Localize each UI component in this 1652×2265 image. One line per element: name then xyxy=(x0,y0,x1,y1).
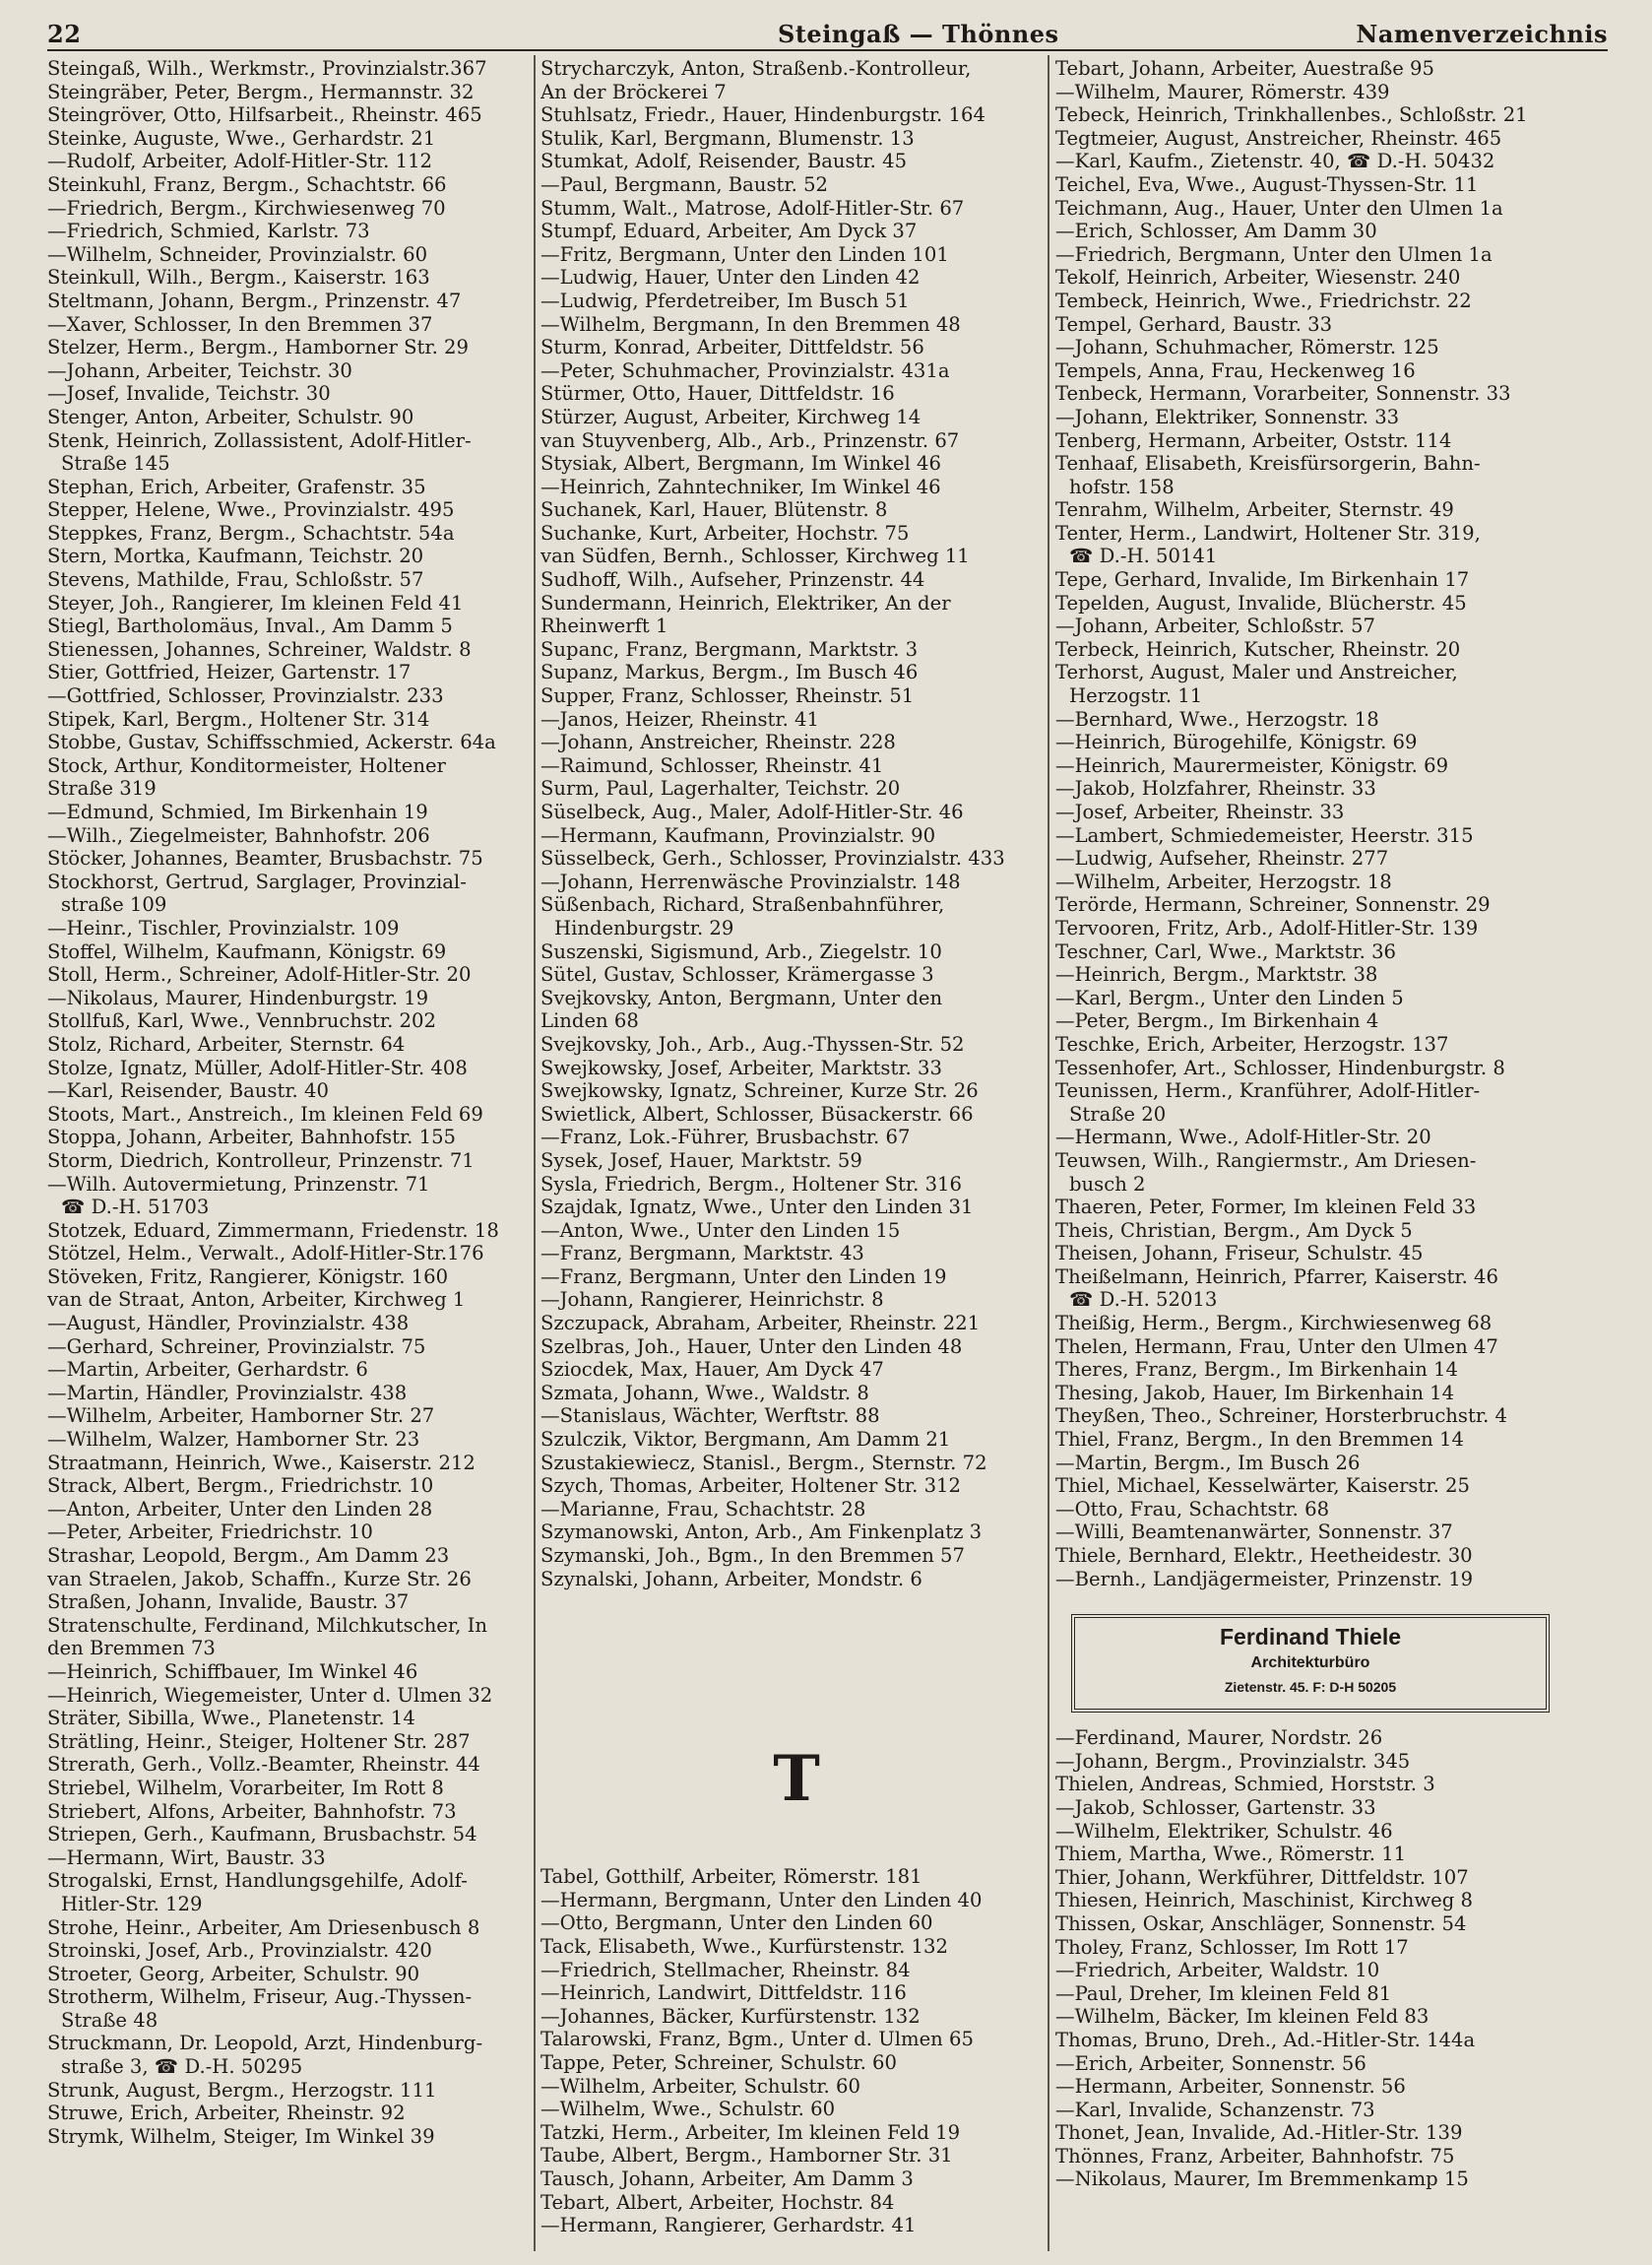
directory-entry: Szelbras, Joh., Hauer, Unter den Linden 48 xyxy=(540,1334,963,1358)
ad-address: Zietenstr. 45. F: D-H 50205 xyxy=(1224,1679,1397,1696)
directory-entry: —Gerhard, Schreiner, Provinzialstr. 75 xyxy=(47,1334,426,1358)
directory-entry: Tenbeck, Hermann, Vorarbeiter, Sonnenstr. 33 xyxy=(1055,382,1511,406)
directory-entry: Thönnes, Franz, Arbeiter, Bahnhofstr. 75 xyxy=(1055,2144,1455,2168)
directory-entry: —Jakob, Holzfahrer, Rheinstr. 33 xyxy=(1055,777,1376,801)
directory-entry: —Paul, Bergmann, Baustr. 52 xyxy=(540,172,829,196)
directory-entry: —Heinrich, Maurermeister, Königstr. 69 xyxy=(1055,753,1449,777)
directory-entry: —Peter, Arbeiter, Friedrichstr. 10 xyxy=(47,1521,373,1544)
directory-entry: —Anton, Wwe., Unter den Linden 15 xyxy=(540,1218,901,1242)
directory-entry: Straße 20 xyxy=(1069,1102,1167,1126)
directory-entry: Svejkovsky, Anton, Bergmann, Unter den xyxy=(540,986,943,1009)
directory-entry: Stürmer, Otto, Hauer, Dittfeldstr. 16 xyxy=(540,382,895,406)
directory-entry: —Wilhelm, Schneider, Provinzialstr. 60 xyxy=(47,242,428,266)
directory-entry: —Ferdinand, Maurer, Nordstr. 26 xyxy=(1055,1726,1383,1750)
directory-entry: Supanc, Franz, Bergmann, Marktstr. 3 xyxy=(540,637,919,661)
directory-entry: —Franz, Lok.-Führer, Brusbachstr. 67 xyxy=(540,1126,911,1149)
directory-entry: Thiele, Bernhard, Elektr., Heetheidestr. 30 xyxy=(1055,1544,1473,1567)
page-number: 22 xyxy=(47,20,82,48)
directory-entry: Thomas, Bruno, Dreh., Ad.-Hitler-Str. 144a xyxy=(1055,2028,1476,2051)
directory-entry: Struwe, Erich, Arbeiter, Rheinstr. 92 xyxy=(47,2102,406,2125)
directory-entry: Tembeck, Heinrich, Wwe., Friedrichstr. 22 xyxy=(1055,289,1472,312)
directory-entry: Süselbeck, Aug., Maler, Adolf-Hitler-Str. 46 xyxy=(540,801,964,823)
directory-entry: —Peter, Schuhmacher, Provinzialstr. 431a xyxy=(540,358,950,382)
directory-entry: —Nikolaus, Maurer, Im Bremmenkamp 15 xyxy=(1055,2168,1469,2191)
column-2 xyxy=(540,57,1052,2237)
ad-name: Ferdinand Thiele xyxy=(1219,1624,1402,1650)
directory-entry: Terbeck, Heinrich, Kutscher, Rheinstr. 20 xyxy=(1055,637,1461,661)
directory-entry: Stienessen, Johannes, Schreiner, Waldstr. 8 xyxy=(47,637,472,661)
directory-entry: Sudhoff, Wilh., Aufseher, Prinzenstr. 44 xyxy=(540,568,925,592)
directory-entry: —Wilhelm, Maurer, Römerstr. 439 xyxy=(1055,80,1390,103)
directory-entry: —Wilhelm, Arbeiter, Schulstr. 60 xyxy=(540,2074,860,2098)
directory-entry: —Heinr., Tischler, Provinzialstr. 109 xyxy=(47,916,400,939)
directory-entry: Stolze, Ignatz, Müller, Adolf-Hitler-Str. 408 xyxy=(47,1056,468,1079)
directory-entry: —Edmund, Schmied, Im Birkenhain 19 xyxy=(47,801,428,823)
directory-entry: Szych, Thomas, Arbeiter, Holtener Str. 312 xyxy=(540,1474,961,1498)
directory-entry: Straße 319 xyxy=(47,777,157,801)
directory-entry: —Erich, Arbeiter, Sonnenstr. 56 xyxy=(1055,2051,1366,2075)
directory-entry: —Wilh., Ziegelmeister, Bahnhofstr. 206 xyxy=(47,823,430,847)
directory-entry: —Fritz, Bergmann, Unter den Linden 101 xyxy=(540,242,949,266)
directory-entry: van Südfen, Bernh., Schlosser, Kirchweg 11 xyxy=(540,545,970,568)
page-title: Steingaß — Thönnes xyxy=(778,20,1059,48)
directory-entry: Szustakiewiecz, Stanisl., Bergm., Sternstr. 72 xyxy=(540,1451,987,1474)
directory-entry: Süsselbeck, Gerh., Schlosser, Provinzialstr. 433 xyxy=(540,847,1005,871)
directory-entry: Stratenschulte, Ferdinand, Milchkutscher, In xyxy=(47,1613,487,1637)
directory-entry: Stürzer, August, Arbeiter, Kirchweg 14 xyxy=(540,405,921,428)
ad-subtitle: Architekturbüro xyxy=(1250,1653,1370,1671)
directory-entry: Stöveken, Fritz, Rangierer, Königstr. 160 xyxy=(47,1264,449,1288)
directory-entry: Tack, Elisabeth, Wwe., Kurfürstenstr. 132 xyxy=(540,1934,948,1958)
directory-entry: Tebart, Albert, Arbeiter, Hochstr. 84 xyxy=(540,2190,895,2214)
directory-entry: —Willi, Beamtenanwärter, Sonnenstr. 37 xyxy=(1055,1521,1453,1544)
directory-entry: Stepper, Helene, Wwe., Provinzialstr. 495 xyxy=(47,498,455,522)
directory-entry: Sütel, Gustav, Schlosser, Krämergasse 3 xyxy=(540,963,934,987)
directory-entry: Strunk, August, Bergm., Herzogstr. 111 xyxy=(47,2078,437,2102)
directory-entry: Teuwsen, Wilh., Rangiermstr., Am Driesen- xyxy=(1055,1148,1477,1172)
directory-entry: Strycharczyk, Anton, Straßenb.-Kontrolleur, xyxy=(540,57,972,80)
directory-entry: Thonet, Jean, Invalide, Ad.-Hitler-Str. 139 xyxy=(1055,2121,1463,2145)
directory-entry: Tepe, Gerhard, Invalide, Im Birkenhain 17 xyxy=(1055,568,1470,592)
directory-entry: Straatmann, Heinrich, Wwe., Kaiserstr. 212 xyxy=(47,1451,476,1474)
directory-entry: Supanz, Markus, Bergm., Im Busch 46 xyxy=(540,661,919,684)
directory-entry: Hindenburgstr. 29 xyxy=(554,916,734,939)
directory-entry: Strerath, Gerh., Vollz.-Beamter, Rheinstr. 44 xyxy=(47,1753,480,1777)
directory-entry: Stiegl, Bartholomäus, Inval., Am Damm 5 xyxy=(47,615,453,638)
directory-entry: —Johann, Rangierer, Heinrichstr. 8 xyxy=(540,1288,884,1312)
directory-entry: Teichel, Eva, Wwe., August-Thyssen-Str. 11 xyxy=(1055,172,1479,196)
directory-entry: —Wilhelm, Bäcker, Im kleinen Feld 83 xyxy=(1055,2005,1430,2029)
directory-entry: Straße 145 xyxy=(61,452,170,476)
directory-entry: Tholey, Franz, Schlosser, Im Rott 17 xyxy=(1055,1935,1409,1959)
directory-entry: Storm, Diedrich, Kontrolleur, Prinzenstr. 71 xyxy=(47,1148,475,1172)
directory-entry: —Johann, Herrenwäsche Provinzialstr. 148 xyxy=(540,870,961,893)
directory-entry: Stern, Mortka, Kaufmann, Teichstr. 20 xyxy=(47,545,424,568)
directory-entry: —August, Händler, Provinzialstr. 438 xyxy=(47,1312,410,1335)
directory-entry: Thesing, Jakob, Hauer, Im Birkenhain 14 xyxy=(1055,1381,1455,1404)
directory-entry: Strashar, Leopold, Bergm., Am Damm 23 xyxy=(47,1544,450,1567)
directory-entry: Steingaß, Wilh., Werkmstr., Provinzialstr.367 xyxy=(47,57,487,80)
directory-entry: Strymk, Wilhelm, Steiger, Im Winkel 39 xyxy=(47,2124,435,2148)
directory-entry: —Wilhelm, Elektriker, Schulstr. 46 xyxy=(1055,1819,1393,1843)
directory-entry: Thiem, Martha, Wwe., Römerstr. 11 xyxy=(1055,1843,1407,1866)
directory-entry: Szulczik, Viktor, Bergmann, Am Damm 21 xyxy=(540,1428,951,1452)
directory-entry: Thiel, Michael, Kesselwärter, Kaiserstr. 25 xyxy=(1055,1474,1470,1498)
directory-entry: Teschner, Carl, Wwe., Marktstr. 36 xyxy=(1055,939,1397,963)
directory-entry: Stolz, Richard, Arbeiter, Sternstr. 64 xyxy=(47,1032,406,1056)
directory-entry: Sysla, Friedrich, Bergm., Holtener Str. 316 xyxy=(540,1172,962,1196)
directory-entry: —Wilhelm, Wwe., Schulstr. 60 xyxy=(540,2098,836,2121)
directory-entry: Suszenski, Sigismund, Arb., Ziegelstr. 10 xyxy=(540,939,942,963)
directory-entry: ☎ D.-H. 52013 xyxy=(1069,1288,1218,1312)
directory-entry: van Straelen, Jakob, Schaffn., Kurze Str. 26 xyxy=(47,1567,472,1590)
section-letter: T xyxy=(773,1742,820,1817)
directory-entry: —Anton, Arbeiter, Unter den Linden 28 xyxy=(47,1497,433,1521)
directory-entry: —Hermann, Wwe., Adolf-Hitler-Str. 20 xyxy=(1055,1126,1431,1149)
directory-entry: —Josef, Arbeiter, Rheinstr. 33 xyxy=(1055,801,1345,823)
directory-entry: —Johann, Schuhmacher, Römerstr. 125 xyxy=(1055,336,1439,359)
directory-entry: Thiesen, Heinrich, Maschinist, Kirchweg 8 xyxy=(1055,1889,1473,1912)
directory-entry: Suchanke, Kurt, Arbeiter, Hochstr. 75 xyxy=(540,521,910,545)
directory-entry: —Gottfried, Schlosser, Provinzialstr. 233 xyxy=(47,684,444,708)
directory-entry: —Hermann, Wirt, Baustr. 33 xyxy=(47,1845,326,1869)
directory-entry: —Bernhard, Wwe., Herzogstr. 18 xyxy=(1055,707,1379,731)
directory-entry: Strohe, Heinr., Arbeiter, Am Driesenbusch 8 xyxy=(47,1915,480,1939)
directory-entry: ☎ D.-H. 51703 xyxy=(61,1196,210,1219)
directory-entry: busch 2 xyxy=(1069,1172,1146,1196)
directory-entry: Theisen, Johann, Friseur, Schulstr. 45 xyxy=(1055,1242,1424,1265)
directory-entry: Stumkat, Adolf, Reisender, Baustr. 45 xyxy=(540,150,908,173)
directory-entry: Striebel, Wilhelm, Vorarbeiter, Im Rott 8 xyxy=(47,1776,444,1799)
directory-entry: —Martin, Händler, Provinzialstr. 438 xyxy=(47,1381,408,1404)
page-header xyxy=(47,18,1608,53)
directory-entry: Stumm, Walt., Matrose, Adolf-Hitler-Str. 67 xyxy=(540,196,965,220)
directory-entry: —Rudolf, Arbeiter, Adolf-Hitler-Str. 112 xyxy=(47,150,433,173)
directory-entry: Tausch, Johann, Arbeiter, Am Damm 3 xyxy=(540,2167,914,2190)
directory-entry: Thielen, Andreas, Schmied, Horststr. 3 xyxy=(1055,1773,1435,1796)
directory-entry: Rheinwerft 1 xyxy=(540,615,668,638)
directory-entry: Svejkovsky, Joh., Arb., Aug.-Thyssen-Str. 52 xyxy=(540,1032,965,1056)
directory-entry: Tenter, Herm., Landwirt, Holtener Str. 319, xyxy=(1055,521,1481,545)
directory-entry: Terörde, Hermann, Schreiner, Sonnenstr. 29 xyxy=(1055,893,1491,917)
directory-entry: —Friedrich, Schmied, Karlstr. 73 xyxy=(47,220,370,243)
directory-entry: Tappe, Peter, Schreiner, Schulstr. 60 xyxy=(540,2050,897,2074)
directory-entry: Tepelden, August, Invalide, Blücherstr. 45 xyxy=(1055,591,1467,615)
directory-entry: Stevens, Mathilde, Frau, Schloßstr. 57 xyxy=(47,568,424,592)
directory-entry: Tabel, Gotthilf, Arbeiter, Römerstr. 181 xyxy=(540,1865,922,1889)
directory-entry: Stötzel, Helm., Verwalt., Adolf-Hitler-Str.176 xyxy=(47,1242,484,1265)
directory-entry: —Heinrich, Schiffbauer, Im Winkel 46 xyxy=(47,1659,418,1683)
directory-entry: Linden 68 xyxy=(540,1009,639,1033)
directory-entry: Szymanski, Joh., Bgm., In den Bremmen 57 xyxy=(540,1544,965,1567)
directory-entry: Stuhlsatz, Friedr., Hauer, Hindenburgstr. 164 xyxy=(540,103,985,127)
directory-entry: Swejkowsky, Josef, Arbeiter, Marktstr. 33 xyxy=(540,1056,942,1079)
directory-entry: Theres, Franz, Bergm., Im Birkenhain 14 xyxy=(1055,1358,1458,1382)
directory-entry: —Johann, Anstreicher, Rheinstr. 228 xyxy=(540,731,896,754)
directory-entry: Supper, Franz, Schlosser, Rheinstr. 51 xyxy=(540,684,915,708)
directory-entry: Szynalski, Johann, Arbeiter, Mondstr. 6 xyxy=(540,1567,922,1590)
directory-entry: Steltmann, Johann, Bergm., Prinzenstr. 47 xyxy=(47,289,462,312)
directory-entry: —Bernh., Landjägermeister, Prinzenstr. 19 xyxy=(1055,1567,1474,1590)
directory-entry: —Friedrich, Bergmann, Unter den Ulmen 1a xyxy=(1055,242,1493,266)
directory-entry: Teichmann, Aug., Hauer, Unter den Ulmen 1a xyxy=(1055,196,1503,220)
directory-entry: Stöcker, Johannes, Beamter, Brusbachstr. 75 xyxy=(47,847,483,871)
directory-entry: straße 3, ☎ D.-H. 50295 xyxy=(61,2055,303,2079)
directory-entry: Stollfuß, Karl, Wwe., Vennbruchstr. 202 xyxy=(47,1009,436,1033)
directory-entry: —Heinrich, Landwirt, Dittfeldstr. 116 xyxy=(540,1981,907,2005)
directory-entry: Sträter, Sibilla, Wwe., Planetenstr. 14 xyxy=(47,1707,415,1730)
directory-entry: Talarowski, Franz, Bgm., Unter d. Ulmen 65 xyxy=(540,2028,974,2051)
directory-entry: Stelzer, Herm., Bergm., Hamborner Str. 29 xyxy=(47,336,469,359)
directory-entry: Theißig, Herm., Bergm., Kirchwiesenweg 68 xyxy=(1055,1312,1493,1335)
directory-entry: —Karl, Kaufm., Zietenstr. 40, ☎ D.-H. 50432 xyxy=(1055,150,1495,173)
directory-entry: Sturm, Konrad, Arbeiter, Dittfeldstr. 56 xyxy=(540,336,924,359)
directory-entry: —Karl, Invalide, Schanzenstr. 73 xyxy=(1055,2098,1375,2121)
column-1 xyxy=(47,57,559,2148)
directory-entry: Struckmann, Dr. Leopold, Arzt, Hindenburg- xyxy=(47,2032,483,2055)
directory-entry: —Johann, Bergm., Provinzialstr. 345 xyxy=(1055,1749,1411,1773)
directory-entry: —Friedrich, Stellmacher, Rheinstr. 84 xyxy=(540,1958,911,1981)
directory-entry: Stroinski, Josef, Arb., Provinzialstr. 420 xyxy=(47,1939,432,1963)
directory-entry: Swietlick, Albert, Schlosser, Büsackerstr. 66 xyxy=(540,1102,974,1126)
directory-entry: —Johann, Arbeiter, Teichstr. 30 xyxy=(47,358,352,382)
directory-entry: Surm, Paul, Lagerhalter, Teichstr. 20 xyxy=(540,777,901,801)
directory-entry: Tebeck, Heinrich, Trinkhallenbes., Schloßstr. 21 xyxy=(1055,103,1528,127)
directory-entry: Tempel, Gerhard, Baustr. 33 xyxy=(1055,312,1333,336)
directory-entry: Theißelmann, Heinrich, Pfarrer, Kaiserstr. 46 xyxy=(1055,1264,1498,1288)
directory-entry: —Wilhelm, Walzer, Hamborner Str. 23 xyxy=(47,1428,420,1452)
directory-entry: —Erich, Schlosser, Am Damm 30 xyxy=(1055,220,1377,243)
directory-entry: den Bremmen 73 xyxy=(47,1637,216,1660)
directory-entry: Stoots, Mart., Anstreich., Im kleinen Feld 69 xyxy=(47,1102,483,1126)
directory-entry: van de Straat, Anton, Arbeiter, Kirchweg 1 xyxy=(47,1288,466,1312)
directory-entry: —Johann, Elektriker, Sonnenstr. 33 xyxy=(1055,405,1400,428)
directory-entry: Tenrahm, Wilhelm, Arbeiter, Sternstr. 49 xyxy=(1055,498,1454,522)
directory-entry: Theyßen, Theo., Schreiner, Horsterbruchstr. 4 xyxy=(1055,1404,1507,1428)
directory-entry: Tempels, Anna, Frau, Heckenweg 16 xyxy=(1055,358,1416,382)
directory-entry: —Hermann, Kaufmann, Provinzialstr. 90 xyxy=(540,823,936,847)
directory-entry: Steinkuhl, Franz, Bergm., Schachtstr. 66 xyxy=(47,172,447,196)
directory-entry: Strätling, Heinr., Steiger, Holtener Str. 287 xyxy=(47,1729,471,1753)
directory-entry: Stenk, Heinrich, Zollassistent, Adolf-Hitler- xyxy=(47,428,472,452)
directory-entry: Stier, Gottfried, Heizer, Gartenstr. 17 xyxy=(47,661,412,684)
directory-entry: —Stanislaus, Wächter, Werftstr. 88 xyxy=(540,1404,880,1428)
directory-entry: —Otto, Frau, Schachtstr. 68 xyxy=(1055,1497,1330,1521)
directory-entry: ☎ D.-H. 50141 xyxy=(1069,545,1218,568)
header-rule xyxy=(47,49,1608,51)
directory-entry: Taube, Albert, Bergm., Hamborner Str. 31 xyxy=(540,2144,953,2168)
directory-entry: Stephan, Erich, Arbeiter, Grafenstr. 35 xyxy=(47,475,426,498)
directory-entry: Süßenbach, Richard, Straßenbahnführer, xyxy=(540,893,945,917)
directory-entry: —Hermann, Bergmann, Unter den Linden 40 xyxy=(540,1888,983,1911)
directory-entry: van Stuyvenberg, Alb., Arb., Prinzenstr. 67 xyxy=(540,428,960,452)
directory-entry: Stumpf, Eduard, Arbeiter, Am Dyck 37 xyxy=(540,220,918,243)
directory-entry: —Nikolaus, Maurer, Hindenburgstr. 19 xyxy=(47,986,429,1009)
directory-entry: —Otto, Bergmann, Unter den Linden 60 xyxy=(540,1911,933,1935)
directory-entry: Sziocdek, Max, Hauer, Am Dyck 47 xyxy=(540,1358,884,1382)
directory-entry: Steyer, Joh., Rangierer, Im kleinen Feld 41 xyxy=(47,591,464,615)
directory-entry: Tekolf, Heinrich, Arbeiter, Wiesenstr. 240 xyxy=(1055,266,1461,290)
directory-entry: —Hermann, Rangierer, Gerhardstr. 41 xyxy=(540,2214,917,2237)
directory-entry: Tervooren, Fritz, Arb., Adolf-Hitler-Str. 139 xyxy=(1055,916,1479,939)
directory-entry: Tebart, Johann, Arbeiter, Auestraße 95 xyxy=(1055,57,1434,80)
directory-entry: —Heinrich, Zahntechniker, Im Winkel 46 xyxy=(540,475,941,498)
section-title: Namenverzeichnis xyxy=(1356,20,1608,48)
directory-entry: Striebert, Alfons, Arbeiter, Bahnhofstr. 73 xyxy=(47,1799,457,1823)
directory-entry: Sysek, Josef, Hauer, Marktstr. 59 xyxy=(540,1148,862,1172)
directory-entry: Stobbe, Gustav, Schiffsschmied, Ackerstr. 64a xyxy=(47,731,496,754)
directory-entry: —Paul, Dreher, Im kleinen Feld 81 xyxy=(1055,1981,1392,2005)
directory-entry: Steinkull, Wilh., Bergm., Kaiserstr. 163 xyxy=(47,266,430,290)
directory-entry: —Janos, Heizer, Rheinstr. 41 xyxy=(540,707,819,731)
directory-entry: —Heinrich, Wiegemeister, Unter d. Ulmen 32 xyxy=(47,1683,493,1707)
advertisement-box xyxy=(1071,1614,1550,1713)
directory-entry: —Wilhelm, Arbeiter, Herzogstr. 18 xyxy=(1055,870,1392,893)
directory-entry: Stipek, Karl, Bergm., Holtener Str. 314 xyxy=(47,707,430,731)
directory-entry: Straße 48 xyxy=(61,2008,159,2032)
column-3 xyxy=(1055,57,1567,2191)
directory-entry: Straßen, Johann, Invalide, Baustr. 37 xyxy=(47,1590,410,1614)
directory-entry: —Johannes, Bäcker, Kurfürstenstr. 132 xyxy=(540,2004,921,2028)
directory-entry: Stockhorst, Gertrud, Sarglager, Provinzial- xyxy=(47,870,467,893)
directory-entry: Stock, Arthur, Konditormeister, Holtener xyxy=(47,753,446,777)
directory-entry: —Friedrich, Arbeiter, Waldstr. 10 xyxy=(1055,1959,1380,1982)
directory-entry: —Friedrich, Bergm., Kirchwiesenweg 70 xyxy=(47,196,446,220)
directory-entry: Thaeren, Peter, Former, Im kleinen Feld 33 xyxy=(1055,1196,1477,1219)
directory-entry: Suchanek, Karl, Hauer, Blütenstr. 8 xyxy=(540,498,888,522)
directory-entry: —Wilhelm, Arbeiter, Hamborner Str. 27 xyxy=(47,1404,435,1428)
directory-entry: Stoll, Herm., Schreiner, Adolf-Hitler-Str. 20 xyxy=(47,963,472,987)
directory-entry: Teschke, Erich, Arbeiter, Herzogstr. 137 xyxy=(1055,1032,1449,1056)
directory-entry: Strack, Albert, Bergm., Friedrichstr. 10 xyxy=(47,1474,434,1498)
directory-entry: Sundermann, Heinrich, Elektriker, An der xyxy=(540,591,951,615)
directory-entry: Thelen, Hermann, Frau, Unter den Ulmen 47 xyxy=(1055,1334,1498,1358)
directory-entry: —Heinrich, Bürogehilfe, Königstr. 69 xyxy=(1055,731,1418,754)
directory-entry: Stoppa, Johann, Arbeiter, Bahnhofstr. 155 xyxy=(47,1126,457,1149)
directory-entry: Terhorst, August, Maler und Anstreicher, xyxy=(1055,661,1458,684)
directory-entry: Stoffel, Wilhelm, Kaufmann, Königstr. 69 xyxy=(47,939,447,963)
directory-entry: —Raimund, Schlosser, Rheinstr. 41 xyxy=(540,753,884,777)
directory-entry: straße 109 xyxy=(61,893,167,917)
directory-entry: —Johann, Arbeiter, Schloßstr. 57 xyxy=(1055,615,1375,638)
directory-entry: —Karl, Bergm., Unter den Linden 5 xyxy=(1055,986,1404,1009)
directory-entry: Tessenhofer, Art., Schlosser, Hindenburgstr. 8 xyxy=(1055,1056,1505,1079)
directory-entry: Steppkes, Franz, Bergm., Schachtstr. 54a xyxy=(47,521,455,545)
directory-entry: —Ludwig, Hauer, Unter den Linden 42 xyxy=(540,266,921,290)
directory-entry: —Martin, Arbeiter, Gerhardstr. 6 xyxy=(47,1358,368,1382)
directory-entry: —Franz, Bergmann, Unter den Linden 19 xyxy=(540,1264,947,1288)
directory-entry: Stenger, Anton, Arbeiter, Schulstr. 90 xyxy=(47,405,414,428)
directory-entry: Tenhaaf, Elisabeth, Kreisfürsorgerin, Bahn- xyxy=(1055,452,1481,476)
directory-entry: Thier, Johann, Werkführer, Dittfeldstr. 107 xyxy=(1055,1865,1469,1889)
directory-entry: Strogalski, Ernst, Handlungsgehilfe, Adolf- xyxy=(47,1869,468,1893)
directory-entry: —Marianne, Frau, Schachtstr. 28 xyxy=(540,1497,866,1521)
directory-entry: Theis, Christian, Bergm., Am Dyck 5 xyxy=(1055,1218,1413,1242)
directory-entry: Stysiak, Albert, Bergmann, Im Winkel 46 xyxy=(540,452,941,476)
directory-entry: —Wilh. Autovermietung, Prinzenstr. 71 xyxy=(47,1172,430,1196)
directory-entry: Tatzki, Herm., Arbeiter, Im kleinen Feld 19 xyxy=(540,2120,961,2144)
directory-entry: Steinke, Auguste, Wwe., Gerhardstr. 21 xyxy=(47,126,436,150)
directory-entry: hofstr. 158 xyxy=(1069,475,1175,498)
directory-entry: —Peter, Bergm., Im Birkenhain 4 xyxy=(1055,1009,1379,1033)
directory-entry: Stroeter, Georg, Arbeiter, Schulstr. 90 xyxy=(47,1962,420,1985)
directory-entry: Steingröver, Otto, Hilfsarbeit., Rheinstr. 465 xyxy=(47,103,482,127)
directory-entry: —Martin, Bergm., Im Busch 26 xyxy=(1055,1451,1361,1474)
directory-entry: —Hermann, Arbeiter, Sonnenstr. 56 xyxy=(1055,2075,1406,2099)
directory-entry: —Franz, Bergmann, Marktstr. 43 xyxy=(540,1242,864,1265)
directory-entry: Strotherm, Wilhelm, Friseur, Aug.-Thyssen- xyxy=(47,1985,473,2009)
directory-entry: Thissen, Oskar, Anschläger, Sonnenstr. 54 xyxy=(1055,1911,1467,1935)
directory-entry: An der Bröckerei 7 xyxy=(540,80,727,103)
directory-entry: Szajdak, Ignatz, Wwe., Unter den Linden 31 xyxy=(540,1196,974,1219)
directory-entry: Szmata, Johann, Wwe., Waldstr. 8 xyxy=(540,1381,869,1404)
directory-entry: Steingräber, Peter, Bergm., Hermannstr. 32 xyxy=(47,80,475,103)
directory-entry: Hitler-Str. 129 xyxy=(61,1892,203,1915)
directory-entry: —Heinrich, Bergm., Marktstr. 38 xyxy=(1055,963,1378,987)
directory-entry: —Wilhelm, Bergmann, In den Bremmen 48 xyxy=(540,312,961,336)
directory-entry: Thiel, Franz, Bergm., In den Bremmen 14 xyxy=(1055,1428,1464,1452)
directory-entry: —Ludwig, Aufseher, Rheinstr. 277 xyxy=(1055,847,1389,871)
directory-entry: —Josef, Invalide, Teichstr. 30 xyxy=(47,382,331,406)
directory-entry: Stotzek, Eduard, Zimmermann, Friedenstr. 18 xyxy=(47,1218,499,1242)
directory-entry: Teunissen, Herm., Kranführer, Adolf-Hitler- xyxy=(1055,1079,1481,1103)
directory-entry: —Lambert, Schmiedemeister, Heerstr. 315 xyxy=(1055,823,1474,847)
directory-entry: Swejkowsky, Ignatz, Schreiner, Kurze Str. 26 xyxy=(540,1079,979,1103)
directory-entry: Szczupack, Abraham, Arbeiter, Rheinstr. 221 xyxy=(540,1312,981,1335)
directory-entry: Striepen, Gerh., Kaufmann, Brusbachstr. 54 xyxy=(47,1823,477,1846)
directory-entry: —Ludwig, Pferdetreiber, Im Busch 51 xyxy=(540,289,910,312)
directory-entry: Stulik, Karl, Bergmann, Blumenstr. 13 xyxy=(540,126,915,150)
directory-entry: Tenberg, Hermann, Arbeiter, Oststr. 114 xyxy=(1055,428,1452,452)
directory-entry: —Jakob, Schlosser, Gartenstr. 33 xyxy=(1055,1795,1376,1819)
directory-entry: —Karl, Reisender, Baustr. 40 xyxy=(47,1079,329,1103)
directory-entry: Tegtmeier, August, Anstreicher, Rheinstr. 465 xyxy=(1055,126,1502,150)
directory-entry: Szymanowski, Anton, Arb., Am Finkenplatz 3 xyxy=(540,1521,983,1544)
directory-entry: —Xaver, Schlosser, In den Bremmen 37 xyxy=(47,312,433,336)
directory-entry: Herzogstr. 11 xyxy=(1069,684,1203,708)
